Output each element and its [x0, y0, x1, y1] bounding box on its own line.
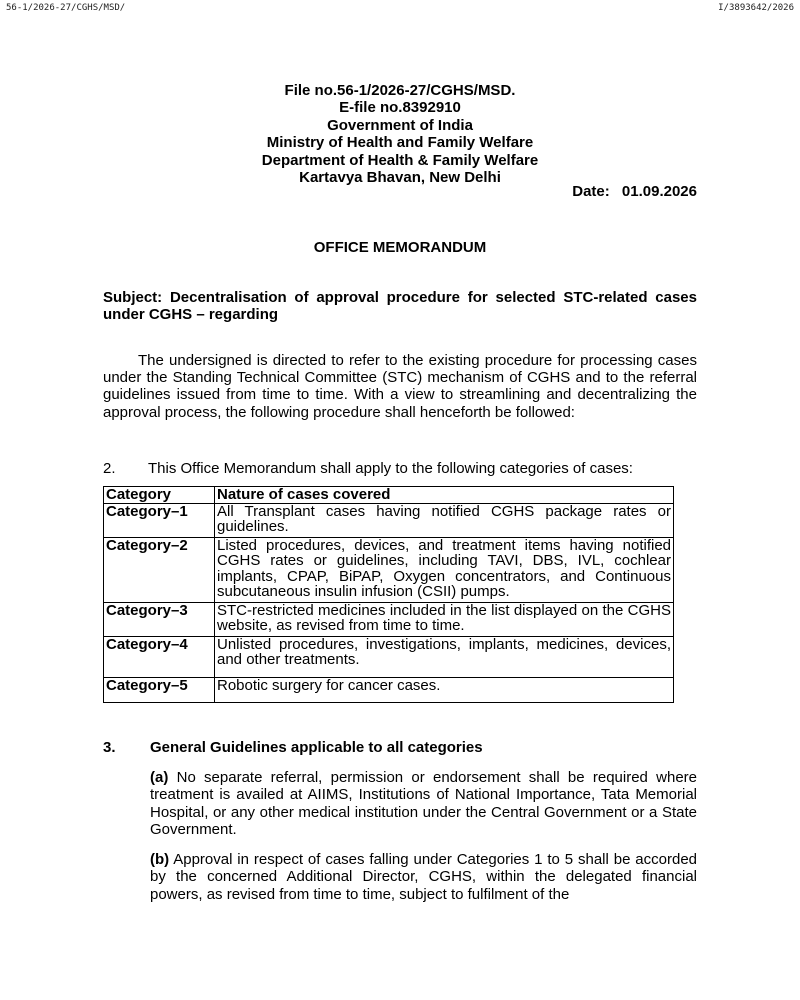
table-row — [104, 602, 674, 636]
section-3-title: General Guidelines applicable to all categories — [150, 739, 483, 756]
memorandum-title: OFFICE MEMORANDUM — [313, 239, 487, 256]
header-category: Category — [104, 487, 215, 504]
document-reference-right: I/3893642/2026 — [718, 3, 794, 13]
description-cell: Robotic surgery for cancer cases. — [215, 677, 674, 702]
guideline-a-label: (a) — [150, 769, 169, 786]
category-table — [103, 486, 674, 703]
category-cell: Category–3 — [104, 602, 215, 636]
subject-line: Subject: Decentralisation of approval procedure for selected STC-related cases under CGHS – regarding — [103, 289, 697, 323]
table-header-row — [104, 487, 674, 504]
paragraph-2-text: This Office Memorandum shall apply to the following categories of cases: — [148, 460, 633, 477]
date-line — [572, 183, 697, 200]
guideline-b-label: (b) — [150, 851, 170, 868]
file-number: File no.56-1/2026-27/CGHS/MSD. — [284, 82, 516, 99]
header-nature: Nature of cases covered — [215, 487, 674, 504]
guideline-b-text: Approval in respect of cases falling under Categories 1 to 5 shall be accorded by the concerned Additional Director, CGHS, within the delegated financial powers, as revised from time to time, subject to fulfilment of the — [150, 851, 698, 903]
document-reference-left: 56-1/2026-27/CGHS/MSD/ — [6, 3, 126, 13]
guideline-a-text: No separate referral, permission or endorsement shall be required where treatment is availed at AIIMS, Institutions of National Importance, Tata Memorial Hospital, or any other medical institution under the Central Government or a State Government. — [150, 769, 697, 839]
guideline-b — [150, 851, 697, 903]
section-3-heading — [103, 739, 483, 756]
date-label: Date: — [572, 183, 610, 200]
department-line: Department of Health & Family Welfare — [261, 151, 539, 169]
category-cell: Category–1 — [104, 503, 215, 537]
category-cell: Category–5 — [104, 677, 215, 702]
table-row — [104, 537, 674, 602]
ministry-line: Ministry of Health and Family Welfare — [266, 134, 534, 152]
category-cell: Category–2 — [104, 537, 215, 602]
description-cell: Unlisted procedures, investigations, implants, medicines, devices, and other treatments. — [215, 636, 674, 677]
efile-number: E-file no.8392910 — [339, 99, 461, 117]
description-cell: Listed procedures, devices, and treatment items having notified CGHS rates or guidelines, including TAVI, DBS, IVL, cochlear implants, CPAP, BiPAP, Oxygen concentrators, and Continuous subcutaneous insulin infusion (CSII) pumps. — [215, 537, 674, 602]
paragraph-2 — [103, 460, 697, 477]
description-cell: STC-restricted medicines included in the list displayed on the CGHS website, as revised from time to time. — [215, 602, 674, 636]
section-3-number: 3. — [103, 739, 116, 756]
government-line: Government of India — [327, 116, 473, 134]
guideline-a — [150, 769, 697, 839]
table-row — [104, 677, 674, 702]
paragraph-2-number: 2. — [103, 460, 116, 477]
table-row — [104, 636, 674, 677]
letter-heading — [0, 82, 800, 186]
category-cell: Category–4 — [104, 636, 215, 677]
date-value: 01.09.2026 — [621, 183, 697, 200]
table-row — [104, 503, 674, 537]
description-cell: All Transplant cases having notified CGHS package rates or guidelines. — [215, 503, 674, 537]
paragraph-1: The undersigned is directed to refer to the existing procedure for processing cases under the Standing Technical Committee (STC) mechanism of CGHS and to the referral guidelines issued from time to time. With a view to streamlining and decentralizing the approval process, the following procedure shall henceforth be followed: — [103, 352, 697, 421]
location-line: Kartavya Bhavan, New Delhi — [299, 169, 501, 187]
